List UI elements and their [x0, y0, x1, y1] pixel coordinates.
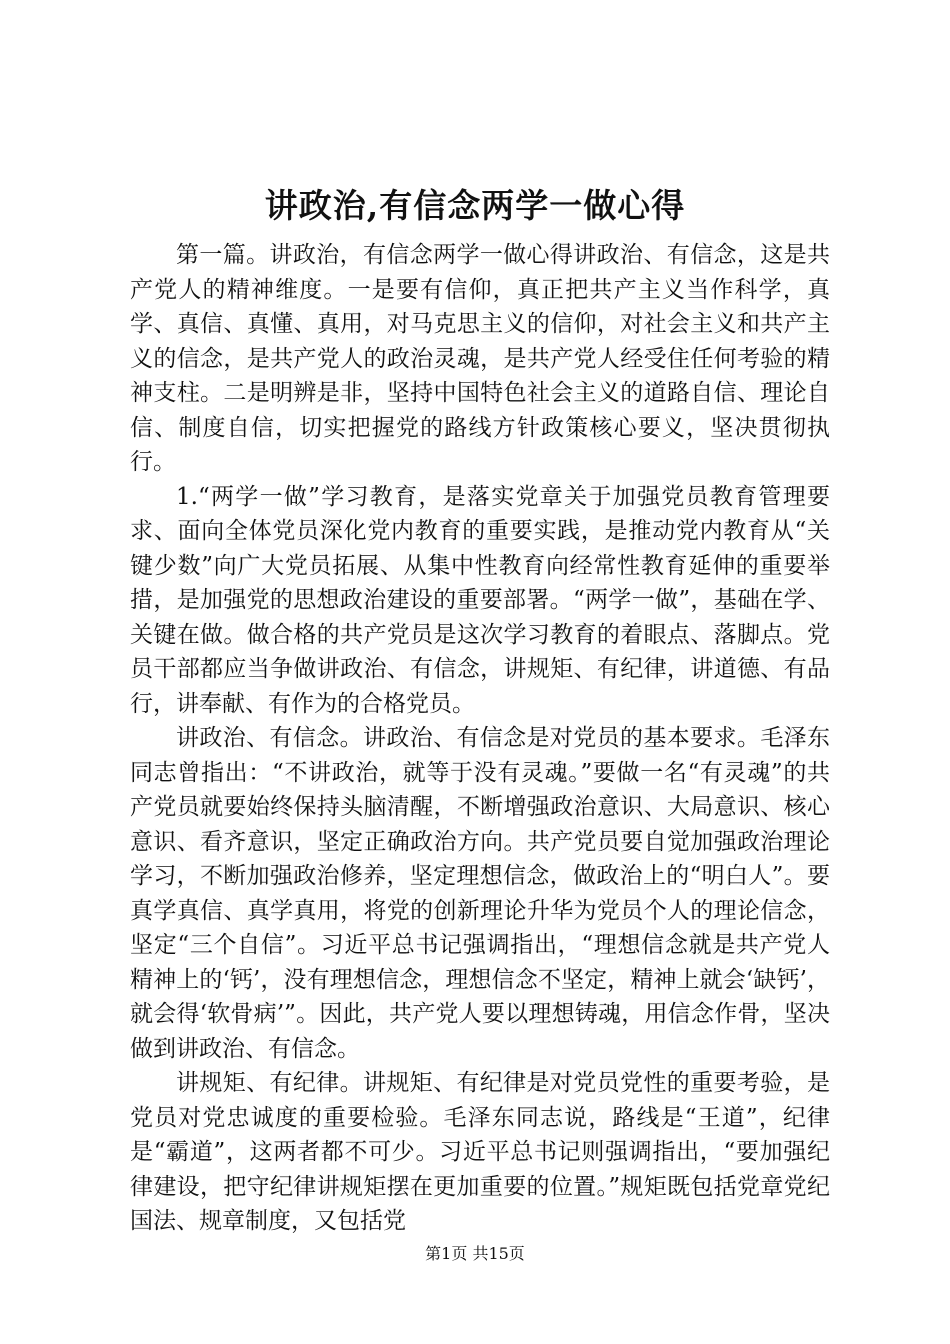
- paragraph: 讲规矩、有纪律。讲规矩、有纪律是对党员党性的重要考验，是党员对党忠诚度的重要检验。毛泽东同志说，路线是“王道”，纪律是“霸道”，这两者都不可少。习近平总书记则强调指出，“要加强纪律建设，把守纪律讲规矩摆在更加重要的位置。”规矩既包括党章党纪国法、规章制度，又包括党: [130, 1070, 830, 1234]
- paragraph: 1.“两学一做”学习教育，是落实党章关于加强党员教育管理要求、面向全体党员深化党内教育的重要实践，是推动党内教育从“关键少数”向广大党员拓展、从集中性教育向经常性教育延伸的重要举措，是加强党的思想政治建设的重要部署。“两学一做”，基础在学、关键在做。做合格的共产党员是这次学习教育的着眼点、落脚点。党员干部都应当争做讲政治、有信念，讲规矩、有纪律，讲道德、有品行，讲奉献、有作为的合格党员。: [130, 483, 830, 717]
- document-body: [130, 238, 830, 1239]
- document-title: 讲政治,有信念两学一做心得: [264, 186, 686, 225]
- paragraph: 讲政治、有信念。讲政治、有信念是对党员的基本要求。毛泽东同志曾指出：“不讲政治，就等于没有灵魂。”要做一名“有灵魂”的共产党员就要始终保持头脑清醒，不断增强政治意识、大局意识、核心意识、看齐意识，坚定正确政治方向。共产党员要自觉加强政治理论学习，不断加强政治修养，坚定理想信念，做政治上的“明白人”。要真学真信、真学真用，将党的创新理论升华为党员个人的理论信念，坚定“三个自信”。习近平总书记强调指出，“理想信念就是共产党人精神上的‘钙’，没有理想信念，理想信念不坚定，精神上就会‘缺钙’，就会得‘软骨病’”。因此，共产党人要以理想铸魂，用信念作骨，坚决做到讲政治、有信念。: [130, 725, 830, 1062]
- page-footer: 第1页 共15页: [425, 1244, 525, 1263]
- paragraph: 第一篇。讲政治，有信念两学一做心得讲政治、有信念，这是共产党人的精神维度。一是要有信仰，真正把共产主义当作科学，真学、真信、真懂、真用，对马克思主义的信仰，对社会主义和共产主义的信念，是共产党人的政治灵魂，是共产党人经受住任何考验的精神支柱。二是明辨是非，坚持中国特色社会主义的道路自信、理论自信、制度自信，切实把握党的路线方针政策核心要义，坚决贯彻执行。: [130, 242, 830, 475]
